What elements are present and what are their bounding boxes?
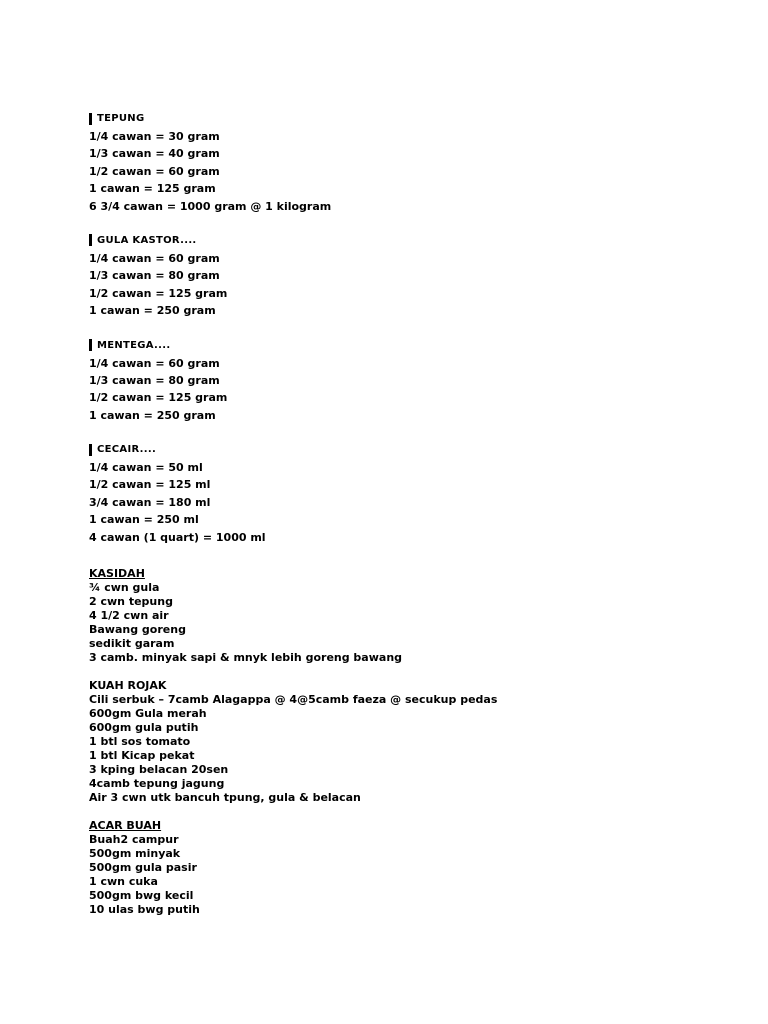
ingredient-line: 1 btl Kicap pekat xyxy=(89,749,195,763)
section-heading-text: GULA KASTOR.... xyxy=(97,234,197,246)
measurement-line: 1/4 cawan = 60 gram xyxy=(89,356,220,370)
heading-bar-icon xyxy=(89,234,92,246)
measurement-section xyxy=(89,232,729,320)
heading-bar-icon xyxy=(89,113,92,125)
measurement-line: 6 3/4 cawan = 1000 gram @ 1 kilogram xyxy=(89,199,332,213)
measurement-line: 1/2 cawan = 60 gram xyxy=(89,164,220,178)
measurement-line: 1/2 cawan = 125 gram xyxy=(89,391,228,405)
section-heading xyxy=(89,110,729,127)
measurement-section xyxy=(89,110,729,215)
ingredient-line: 3 camb. minyak sapi & mnyk lebih goreng bawang xyxy=(89,651,403,665)
heading-bar-icon xyxy=(89,339,92,351)
ingredient-line: 500gm minyak xyxy=(89,847,181,861)
measurement-line: 1/3 cawan = 80 gram xyxy=(89,373,220,387)
heading-bar-icon xyxy=(89,444,92,456)
ingredient-line: 4 1/2 cwn air xyxy=(89,609,169,623)
measurement-line: 1/2 cawan = 125 gram xyxy=(89,286,228,300)
ingredient-line: ¾ cwn gula xyxy=(89,581,160,595)
measurement-line: 1/3 cawan = 80 gram xyxy=(89,269,220,283)
recipe-title: ACAR BUAH xyxy=(89,819,162,833)
document-content xyxy=(89,110,729,931)
measurement-line: 1 cawan = 125 gram xyxy=(89,182,216,196)
ingredient-line: 4camb tepung jagung xyxy=(89,777,225,791)
recipe-title: KASIDAH xyxy=(89,567,145,581)
ingredient-line: 10 ulas bwg putih xyxy=(89,903,200,917)
ingredient-line: 500gm bwg kecil xyxy=(89,889,194,903)
section-heading xyxy=(89,232,729,249)
measurement-line: 4 cawan (1 quart) = 1000 ml xyxy=(89,530,266,544)
section-heading-text: TEPUNG xyxy=(97,113,145,124)
ingredient-line: 500gm gula pasir xyxy=(89,861,197,875)
recipe-section xyxy=(89,567,729,665)
measurement-line: 1 cawan = 250 ml xyxy=(89,513,199,527)
measurement-line: 1/4 cawan = 60 gram xyxy=(89,251,220,265)
measurement-line: 3/4 cawan = 180 ml xyxy=(89,495,211,509)
ingredient-line: 600gm Gula merah xyxy=(89,707,207,721)
measurement-line: 1 cawan = 250 gram xyxy=(89,304,216,318)
section-heading-text: MENTEGA.... xyxy=(97,339,171,351)
measurement-line: 1/4 cawan = 50 ml xyxy=(89,461,203,475)
measurement-line: 1/2 cawan = 125 ml xyxy=(89,478,211,492)
section-heading xyxy=(89,441,729,458)
ingredient-line: 3 kping belacan 20sen xyxy=(89,763,229,777)
recipe-title: KUAH ROJAK xyxy=(89,679,167,693)
ingredient-line: 1 cwn cuka xyxy=(89,875,158,889)
ingredient-line: Cili serbuk – 7camb Alagappa @ 4@5camb faeza @ secukup pedas xyxy=(89,693,498,707)
section-heading-text: CECAIR.... xyxy=(97,444,157,456)
ingredient-line: Buah2 campur xyxy=(89,833,179,847)
measurement-conversions xyxy=(89,110,729,546)
recipe-section xyxy=(89,679,729,805)
section-heading xyxy=(89,337,729,354)
ingredient-line: 1 btl sos tomato xyxy=(89,735,191,749)
measurement-line: 1 cawan = 250 gram xyxy=(89,408,216,422)
recipe-section xyxy=(89,819,729,917)
ingredient-line: 600gm gula putih xyxy=(89,721,199,735)
ingredient-line: 2 cwn tepung xyxy=(89,595,173,609)
measurement-line: 1/3 cawan = 40 gram xyxy=(89,147,220,161)
measurement-line: 1/4 cawan = 30 gram xyxy=(89,130,220,143)
measurement-section xyxy=(89,441,729,546)
measurement-section xyxy=(89,337,729,425)
ingredient-line: sedikit garam xyxy=(89,637,175,651)
recipe-list xyxy=(89,567,729,917)
ingredient-line: Bawang goreng xyxy=(89,623,186,637)
ingredient-line: Air 3 cwn utk bancuh tpung, gula & belacan xyxy=(89,791,361,805)
